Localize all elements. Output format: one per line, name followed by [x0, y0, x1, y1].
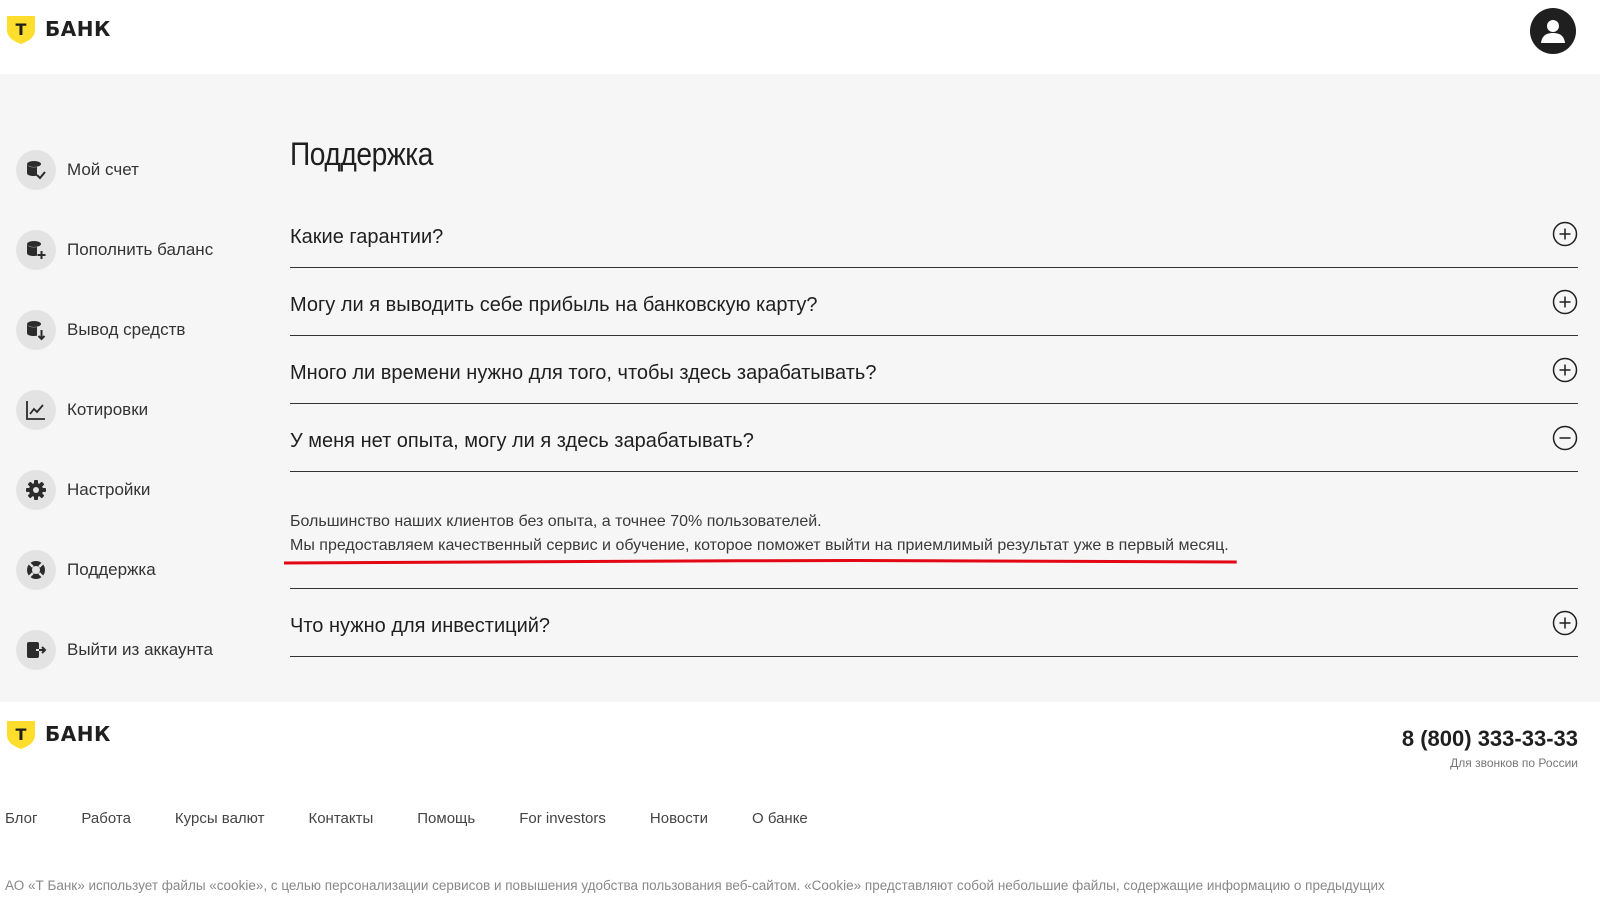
- plus-circle-icon[interactable]: [1552, 610, 1578, 636]
- answer-line-2: Мы предоставляем качественный сервис и обучение, которое поможет выйти на приемлимый результат уже в первый месяц.: [290, 537, 1229, 554]
- red-underline-annotation: [284, 558, 1237, 566]
- logo-text: БАНК: [45, 722, 111, 746]
- faq-question-row[interactable]: [290, 268, 1578, 335]
- footer-link-jobs[interactable]: Работа: [81, 810, 131, 827]
- sidebar-item-logout[interactable]: [16, 630, 266, 670]
- faq-question: Что нужно для инвестиций?: [290, 615, 551, 637]
- sidebar-item-label: Пополнить баланс: [67, 240, 214, 259]
- brand-logo[interactable]: [5, 13, 111, 45]
- sidebar-item-my-account[interactable]: [16, 150, 266, 190]
- sidebar-item-label: Мой счет: [67, 160, 139, 179]
- sidebar-item-withdraw[interactable]: [16, 310, 266, 350]
- faq-question: Много ли времени нужно для того, чтобы здесь зарабатывать?: [290, 362, 877, 384]
- plus-circle-icon[interactable]: [1552, 357, 1578, 383]
- faq-item: [290, 336, 1578, 404]
- main-area: [0, 74, 1600, 702]
- user-avatar[interactable]: [1530, 8, 1576, 54]
- phone-number[interactable]: 8 (800) 333-33-33: [1401, 726, 1578, 751]
- faq-item-expanded: [290, 404, 1578, 472]
- gear-icon: [16, 470, 56, 510]
- shield-logo-icon: [5, 13, 37, 45]
- minus-circle-icon[interactable]: [1552, 425, 1578, 451]
- faq-item: [290, 268, 1578, 336]
- faq-item: [290, 200, 1578, 268]
- sidebar-item-support[interactable]: [16, 550, 266, 590]
- chart-line-icon: [16, 390, 56, 430]
- footer-brand-logo[interactable]: [5, 718, 111, 750]
- phone-note: Для звонков по России: [1450, 756, 1578, 770]
- plus-circle-icon[interactable]: [1552, 221, 1578, 247]
- header: [0, 0, 1600, 74]
- coins-arrow-icon: [16, 310, 56, 350]
- sidebar-item-label: Выйти из аккаунта: [67, 640, 213, 659]
- faq-question-row[interactable]: [290, 336, 1578, 403]
- sidebar-item-label: Поддержка: [67, 560, 156, 579]
- logout-icon: [16, 630, 56, 670]
- footer: [0, 702, 1600, 898]
- footer-link-news[interactable]: Новости: [649, 810, 708, 827]
- faq-question: Могу ли я выводить себе прибыль на банковскую карту?: [290, 294, 818, 316]
- cookie-notice: АО «Т Банк» использует файлы «cookie», с целью персонализации сервисов и повышения удобства пользования веб-сайтом. «Cookie» представляют собой небольшие файлы, содержащие информацию о предыдущих: [5, 878, 1385, 893]
- sidebar-item-quotes[interactable]: [16, 390, 266, 430]
- footer-link-help[interactable]: Помощь: [417, 810, 476, 827]
- faq-question: У меня нет опыта, могу ли я здесь зарабатывать?: [290, 430, 754, 452]
- faq-question: Какие гарантии?: [290, 226, 444, 248]
- shield-logo-icon: [5, 718, 37, 750]
- logo-text: БАНК: [45, 17, 111, 41]
- footer-link-about[interactable]: О банке: [751, 810, 808, 827]
- page-title: Поддержка: [290, 136, 433, 172]
- footer-link-blog[interactable]: Блог: [5, 810, 38, 827]
- answer-line-1: Большинство наших клиентов без опыта, а точнее 70% пользователей.: [290, 513, 822, 530]
- footer-nav: [5, 810, 852, 827]
- faq-item: [290, 588, 1578, 657]
- logo-letter: Т: [15, 725, 27, 744]
- logo-letter: Т: [15, 20, 27, 39]
- sidebar-item-label: Котировки: [67, 400, 149, 419]
- faq-question-row[interactable]: [290, 404, 1578, 471]
- support-content: [290, 136, 1578, 657]
- sidebar-item-top-up[interactable]: [16, 230, 266, 270]
- footer-link-contacts[interactable]: Контакты: [308, 810, 374, 827]
- answer-line-2-wrap: [290, 534, 1229, 558]
- faq-list: [290, 200, 1578, 657]
- lifebuoy-icon: [16, 550, 56, 590]
- plus-circle-icon[interactable]: [1552, 289, 1578, 315]
- sidebar-item-settings[interactable]: [16, 470, 266, 510]
- faq-question-row[interactable]: [290, 200, 1578, 267]
- footer-link-rates[interactable]: Курсы валют: [174, 810, 265, 827]
- user-circle-icon: [1538, 16, 1568, 46]
- sidebar-item-label: Вывод средств: [67, 320, 186, 339]
- coins-check-icon: [16, 150, 56, 190]
- faq-question-row[interactable]: [290, 589, 1578, 656]
- sidebar-item-label: Настройки: [67, 480, 151, 499]
- footer-link-investors[interactable]: For investors: [519, 810, 606, 827]
- faq-answer: [290, 472, 1578, 588]
- coins-plus-icon: [16, 230, 56, 270]
- sidebar: [16, 150, 266, 710]
